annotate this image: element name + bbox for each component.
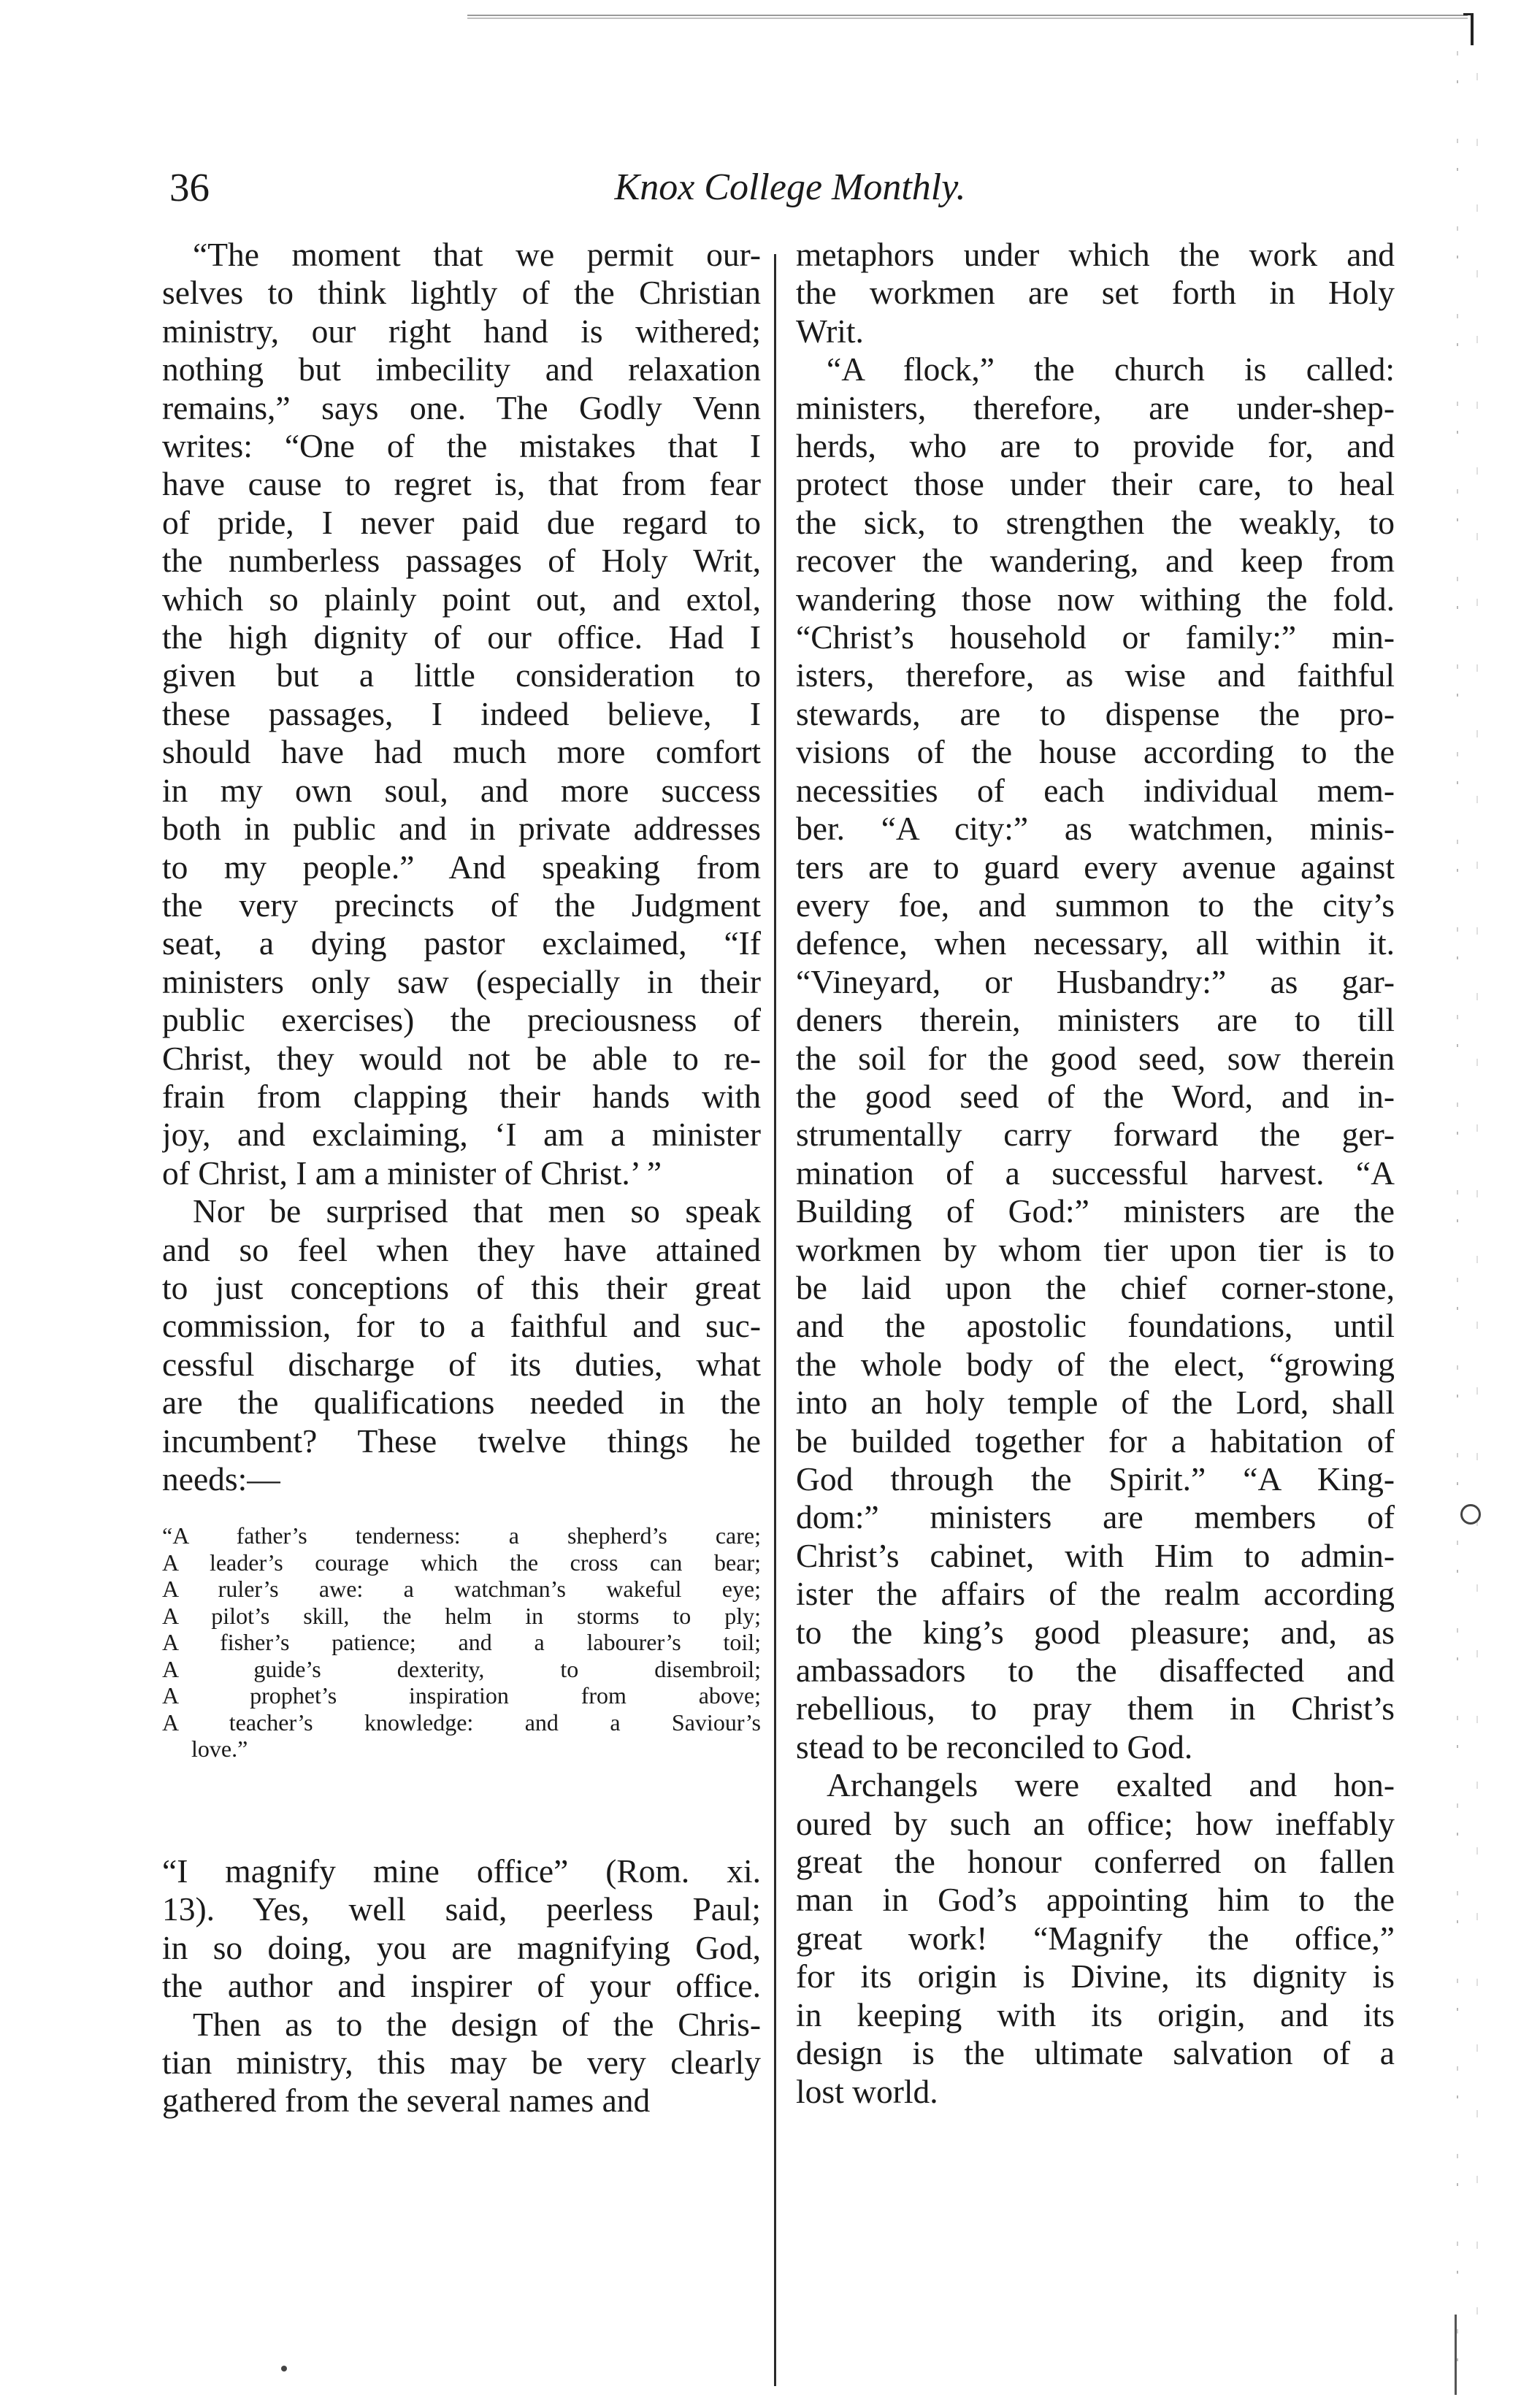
text-line: ters are to guard every avenue against <box>796 848 1395 886</box>
text-line: for its origin is Divine, its dignity is <box>796 1958 1395 1995</box>
text-line: “I magnify mine office” (Rom. xi. <box>162 1852 761 1890</box>
verse-line: love.” <box>191 1736 248 1762</box>
text-line: to just conceptions of this their great <box>162 1268 761 1306</box>
text-line: seat, a dying pastor exclaimed, “If <box>162 924 761 962</box>
text-line: visions of the house according to the <box>796 733 1395 771</box>
text-line: needs:— <box>162 1460 280 1498</box>
verse-line: A pilot’s skill, the helm in storms to ply; <box>162 1602 761 1629</box>
text-line: the author and inspirer of your office. <box>162 1967 761 2005</box>
text-line: and the apostolic foundations, until <box>796 1307 1395 1345</box>
text-line: recover the wandering, and keep from <box>796 542 1395 580</box>
text-line: necessities of each individual mem- <box>796 771 1395 809</box>
text-line: Christ, they would not be able to re- <box>162 1039 761 1077</box>
text-line: oured by such an office; how ineffably <box>796 1804 1395 1842</box>
text-line: every foe, and summon to the city’s <box>796 886 1395 924</box>
text-line: in so doing, you are magnifying God, <box>162 1928 761 1966</box>
text-line: to my people.” And speaking from <box>162 848 761 886</box>
text-line: mination of a successful harvest. “A <box>796 1154 1395 1192</box>
text-line: in my own soul, and more success <box>162 771 761 809</box>
text-line: “A flock,” the church is called: <box>827 350 1395 388</box>
text-line: in keeping with its origin, and its <box>796 1995 1395 2033</box>
text-line: metaphors under which the work and <box>796 236 1395 273</box>
scan-edge-marks <box>1457 51 1458 2373</box>
text-line: Archangels were exalted and hon- <box>827 1766 1395 1804</box>
text-line: God through the Spirit.” “A King- <box>796 1460 1395 1498</box>
left-column <box>162 236 761 1498</box>
text-line: strumentally carry forward the ger- <box>796 1116 1395 1154</box>
text-line: cessful discharge of its duties, what <box>162 1345 761 1383</box>
left-column-continued <box>162 1852 761 2120</box>
text-line: dom:” ministers are members of <box>796 1498 1395 1536</box>
text-line: ministers, therefore, are under-shep- <box>796 388 1395 426</box>
text-line: Then as to the design of the Chris- <box>193 2005 761 2043</box>
text-line: the sick, to strengthen the weakly, to <box>796 503 1395 541</box>
verse-line: A ruler’s awe: a watchman’s wakeful eye; <box>162 1576 761 1602</box>
text-line: gathered from the several names and <box>162 2082 651 2120</box>
text-line: ministry, our right hand is withered; <box>162 312 761 350</box>
text-line: tian ministry, this may be very clearly <box>162 2044 761 2082</box>
text-line: lost world. <box>796 2072 938 2110</box>
top-border-rule <box>467 15 1468 19</box>
text-line: are the qualifications needed in the <box>162 1384 761 1422</box>
right-column <box>796 236 1395 2111</box>
text-line: ministers only saw (especially in their <box>162 962 761 1000</box>
text-line: both in public and in private addresses <box>162 810 761 848</box>
text-line: the good seed of the Word, and in- <box>796 1077 1395 1115</box>
text-line: the workmen are set forth in Holy <box>796 274 1395 312</box>
text-line: man in God’s appointing him to the <box>796 1881 1395 1919</box>
text-line: Nor be surprised that men so speak <box>193 1192 761 1230</box>
text-line: of Christ, I am a minister of Christ.’ ” <box>162 1154 662 1192</box>
page-header <box>169 162 995 213</box>
text-line: the whole body of the elect, “growing <box>796 1345 1395 1383</box>
text-line: wandering those now withing the fold. <box>796 580 1395 618</box>
verse-line: A teacher’s knowledge: and a Saviour’s <box>162 1709 761 1736</box>
ink-dot <box>281 2366 287 2371</box>
text-line: 13). Yes, well said, peerless Paul; <box>162 1890 761 1928</box>
verse-line: A guide’s dexterity, to disembroil; <box>162 1655 761 1682</box>
text-line: writes: “One of the mistakes that I <box>162 427 761 465</box>
text-line: of pride, I never paid due regard to <box>162 503 761 541</box>
text-line: into an holy temple of the Lord, shall <box>796 1384 1395 1422</box>
text-line: to the king’s good pleasure; and, as <box>796 1613 1395 1651</box>
text-line: commission, for to a faithful and suc- <box>162 1307 761 1345</box>
text-line: rebellious, to pray them in Christ’s <box>796 1690 1395 1728</box>
text-line: herds, who are to provide for, and <box>796 427 1395 465</box>
text-line: remains,” says one. The Godly Venn <box>162 388 761 426</box>
text-line: should have had much more comfort <box>162 733 761 771</box>
text-line: design is the ultimate salvation of a <box>796 2034 1395 2072</box>
text-line: incumbent? These twelve things he <box>162 1422 761 1460</box>
text-line: workmen by whom tier upon tier is to <box>796 1230 1395 1268</box>
corner-mark <box>1463 13 1474 45</box>
text-line: the very precincts of the Judgment <box>162 886 761 924</box>
verse-line: “A father’s tenderness: a shepherd’s care; <box>162 1522 761 1549</box>
text-line: Christ’s cabinet, with Him to admin- <box>796 1536 1395 1574</box>
text-line: selves to think lightly of the Christian <box>162 274 761 312</box>
text-line: the high dignity of our office. Had I <box>162 618 761 656</box>
scan-blot-mark <box>1460 1504 1481 1525</box>
text-line: frain from clapping their hands with <box>162 1077 761 1115</box>
text-line: public exercises) the preciousness of <box>162 1001 761 1039</box>
text-line: Writ. <box>796 312 864 350</box>
text-line: ber. “A city:” as watchmen, minis- <box>796 810 1395 848</box>
text-line: be laid upon the chief corner-stone, <box>796 1268 1395 1306</box>
verse-line: A fisher’s patience; and a labourer’s toil; <box>162 1629 761 1655</box>
scan-edge-bracket <box>1455 2315 1471 2395</box>
text-line: “Christ’s household or family:” min- <box>796 618 1395 656</box>
text-line: great work! “Magnify the office,” <box>796 1919 1395 1957</box>
text-line: Building of God:” ministers are the <box>796 1192 1395 1230</box>
text-line: the soil for the good seed, sow therein <box>796 1039 1395 1077</box>
text-line: have cause to regret is, that from fear <box>162 465 761 503</box>
verse-line: A leader’s courage which the cross can bear; <box>162 1549 761 1576</box>
verse-quotation <box>162 1522 761 1763</box>
column-divider-rule <box>774 254 776 2386</box>
text-line: defence, when necessary, all within it. <box>796 924 1395 962</box>
text-line: given but a little consideration to <box>162 656 761 694</box>
text-line: ister the affairs of the realm according <box>796 1575 1395 1613</box>
scan-edge-marks-outer <box>1476 73 1478 2373</box>
text-line: joy, and exclaiming, ‘I am a minister <box>162 1116 761 1154</box>
text-line: isters, therefore, as wise and faithful <box>796 656 1395 694</box>
text-line: nothing but imbecility and relaxation <box>162 350 761 388</box>
text-line: these passages, I indeed believe, I <box>162 694 761 732</box>
text-line: stewards, are to dispense the pro- <box>796 694 1395 732</box>
text-line: which so plainly point out, and extol, <box>162 580 761 618</box>
text-line: and so feel when they have attained <box>162 1230 761 1268</box>
text-line: ambassadors to the disaffected and <box>796 1652 1395 1690</box>
text-line: “Vineyard, or Husbandry:” as gar- <box>796 962 1395 1000</box>
verse-line: A prophet’s inspiration from above; <box>162 1682 761 1709</box>
running-title: Knox College Monthly. <box>614 166 966 208</box>
page-number: 36 <box>169 165 210 210</box>
text-line: great the honour conferred on fallen <box>796 1843 1395 1881</box>
text-line: deners therein, ministers are to till <box>796 1001 1395 1039</box>
text-line: the numberless passages of Holy Writ, <box>162 542 761 580</box>
text-line: be builded together for a habitation of <box>796 1422 1395 1460</box>
text-line: protect those under their care, to heal <box>796 465 1395 503</box>
text-line: “The moment that we permit our- <box>193 236 761 273</box>
text-line: stead to be reconciled to God. <box>796 1728 1193 1765</box>
